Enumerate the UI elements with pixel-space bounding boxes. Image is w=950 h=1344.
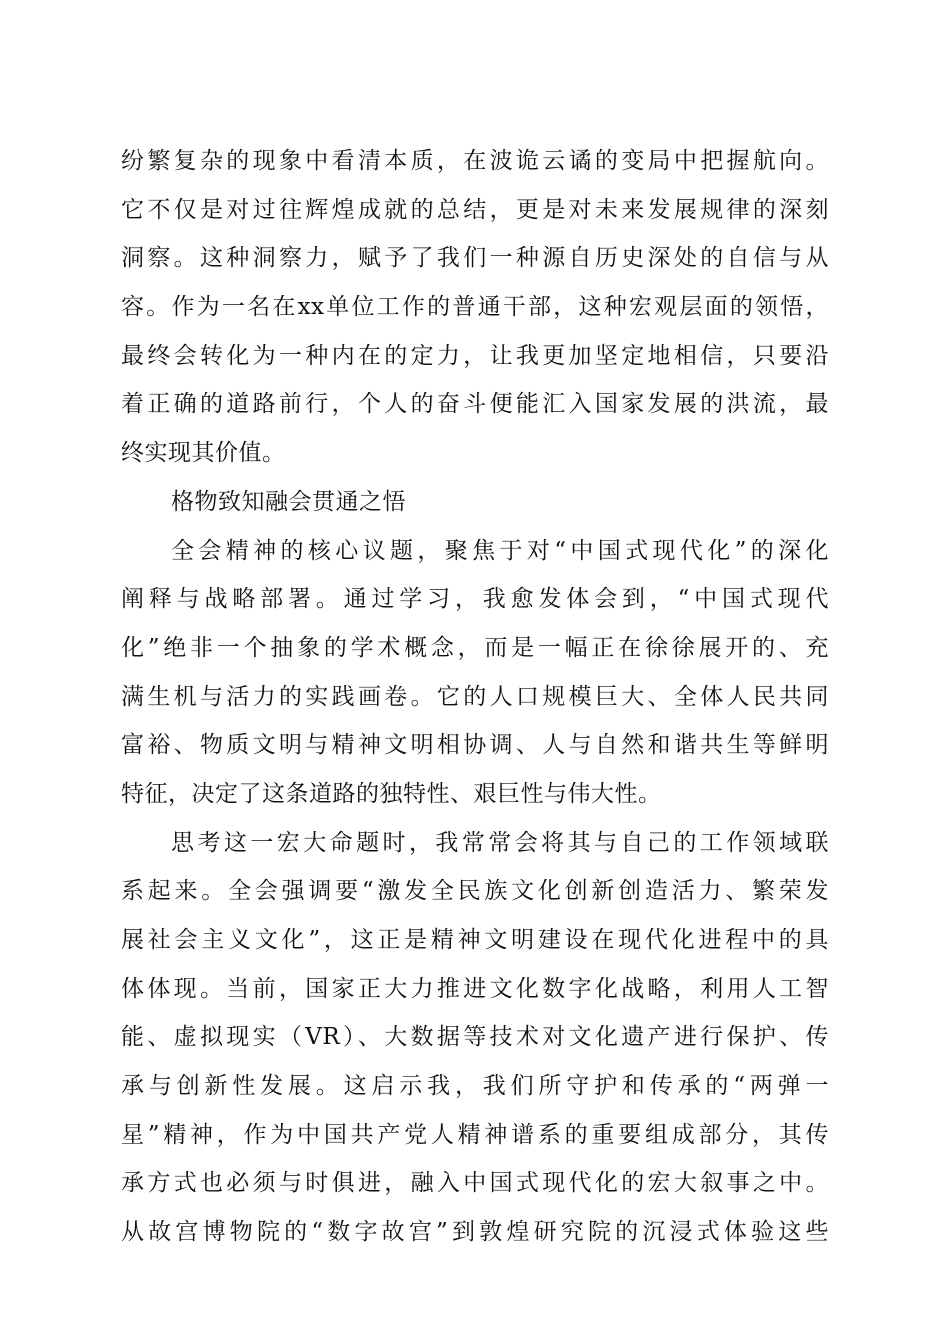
text-line: 星”精神，作为中国共产党人精神谱系的重要组成部分，其传 (121, 1121, 829, 1148)
text-line: 洞察。这种洞察力，赋予了我们一种源自历史深处的自信与从 (121, 245, 829, 272)
text-line: 它不仅是对过往辉煌成就的总结，更是对未来发展规律的深刻 (121, 196, 829, 223)
text-line: 全会精神的核心议题，聚焦于对“中国式现代化”的深化 (171, 537, 829, 564)
text-line: 能、虚拟现实（VR）、大数据等技术对文化遗产进行保护、传 (121, 1024, 829, 1051)
text-line: 承方式也必须与时俱进，融入中国式现代化的宏大叙事之中。 (121, 1170, 829, 1197)
text-line: 富裕、物质文明与精神文明相协调、人与自然和谐共生等鲜明 (121, 732, 829, 759)
text-line: 最终会转化为一种内在的定力，让我更加坚定地相信，只要沿 (121, 342, 829, 369)
text-line: 满生机与活力的实践画卷。它的人口规模巨大、全体人民共同 (121, 683, 829, 710)
text-line: 化”绝非一个抽象的学术概念，而是一幅正在徐徐展开的、充 (121, 634, 829, 661)
text-line: 思考这一宏大命题时，我常常会将其与自己的工作领域联 (171, 829, 829, 856)
text-line: 纷繁复杂的现象中看清本质，在波诡云谲的变局中把握航向。 (121, 148, 829, 174)
text-line: 系起来。全会强调要“激发全民族文化创新创造活力、繁荣发 (121, 878, 829, 905)
text-line: 承与创新性发展。这启示我，我们所守护和传承的“两弹一 (121, 1073, 829, 1100)
text-line: 阐释与战略部署。通过学习，我愈发体会到，“中国式现代 (121, 586, 829, 613)
text-line: 体体现。当前，国家正大力推进文化数字化战略，利用人工智 (121, 975, 829, 1002)
section-heading: 格物致知融会贯通之悟 (171, 488, 406, 515)
text-line: 展社会主义文化”，这正是精神文明建设在现代化进程中的具 (121, 927, 829, 953)
text-line: 终实现其价值。 (121, 440, 286, 467)
body-text (121, 137, 829, 1257)
text-line: 着正确的道路前行，个人的奋斗便能汇入国家发展的洪流，最 (121, 391, 829, 418)
text-line: 容。作为一名在xx单位工作的普通干部，这种宏观层面的领悟， (121, 294, 829, 321)
text-line: 从故宫博物院的“数字故宫”到敦煌研究院的沉浸式体验这些 (121, 1219, 829, 1246)
text-line: 特征，决定了这条道路的独特性、艰巨性与伟大性。 (121, 780, 662, 807)
